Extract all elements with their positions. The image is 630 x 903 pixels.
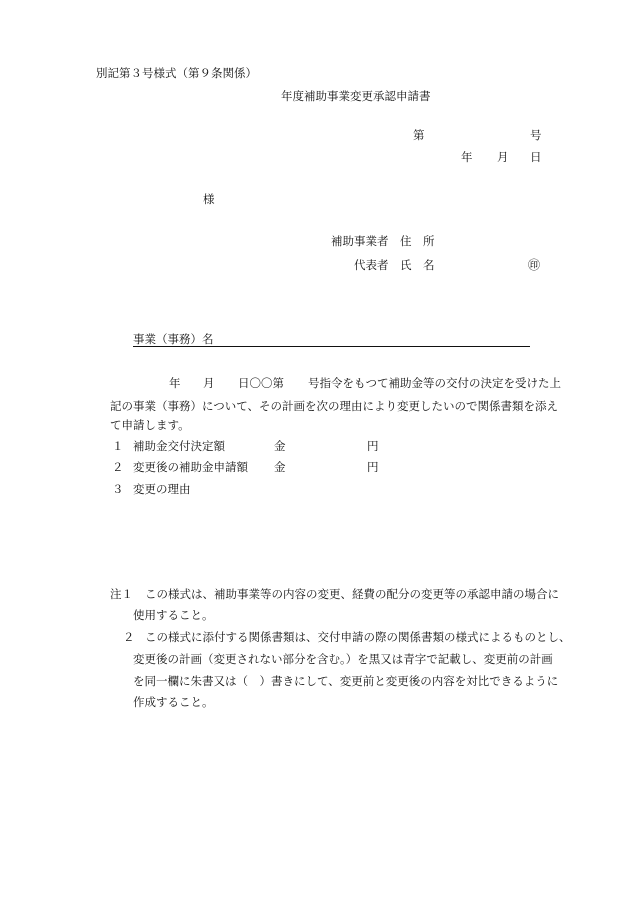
- body-line3: て申請します。: [110, 418, 190, 432]
- item-1-kin: 金: [274, 439, 286, 453]
- item-2-en: 円: [367, 460, 379, 474]
- seal-icon: ㊞: [528, 258, 541, 272]
- addressee-sama: 様: [203, 192, 215, 206]
- item-1-label: 補助金交付決定額: [133, 439, 225, 453]
- item-2-number: ２: [112, 460, 124, 474]
- body-month: 月: [203, 376, 215, 390]
- body-line2: 記の事業（事務）について、その計画を次の理由により変更したいので関係書類を添え: [110, 399, 559, 413]
- document-title: 年度補助事業変更承認申請書: [281, 89, 431, 103]
- item-3-label: 変更の理由: [133, 482, 191, 496]
- item-3-number: ３: [112, 482, 124, 496]
- address-label: 住 所: [400, 234, 435, 248]
- note-2-label: ２: [123, 630, 135, 644]
- applicant-label: 補助事業者: [331, 234, 389, 248]
- name-label: 氏 名: [400, 258, 435, 272]
- body-year: 年: [169, 376, 181, 390]
- date-month: 月: [497, 150, 509, 164]
- item-1-en: 円: [367, 439, 379, 453]
- number-dai: 第: [413, 128, 425, 142]
- project-name-label: 事業（事務）名: [133, 332, 214, 346]
- note-1-label: 注１: [110, 587, 133, 601]
- representative-label: 代表者: [354, 258, 389, 272]
- date-year: 年: [461, 150, 473, 164]
- form-reference: 別記第３号様式（第９条関係）: [96, 66, 257, 80]
- body-line1-tail: 号指令をもつて補助金等の交付の決定を受けた上: [308, 376, 561, 390]
- item-1-number: １: [112, 439, 124, 453]
- note-2-line1: この様式に添付する関係書類は、交付申請の際の関係書類の様式によるものとし、: [145, 630, 571, 644]
- body-day-ref: 日〇〇第: [238, 376, 284, 390]
- note-1-line1: この様式は、補助事業等の内容の変更、経費の配分の変更等の承認申請の場合に: [145, 587, 559, 601]
- item-2-kin: 金: [274, 460, 286, 474]
- note-2-line4: 作成すること。: [133, 695, 214, 709]
- date-day: 日: [530, 150, 542, 164]
- item-2-label: 変更後の補助金申請額: [133, 460, 248, 474]
- note-2-line3: を同一欄に朱書又は（ ）書きにして、変更前と変更後の内容を対比できるように: [133, 674, 559, 688]
- project-name-underline: [133, 346, 530, 347]
- note-1-line2: 使用すること。: [133, 608, 214, 622]
- note-2-line2: 変更後の計画（変更されない部分を含む。）を黒又は青字で記載し、変更前の計画: [133, 652, 553, 666]
- number-go: 号: [530, 128, 542, 142]
